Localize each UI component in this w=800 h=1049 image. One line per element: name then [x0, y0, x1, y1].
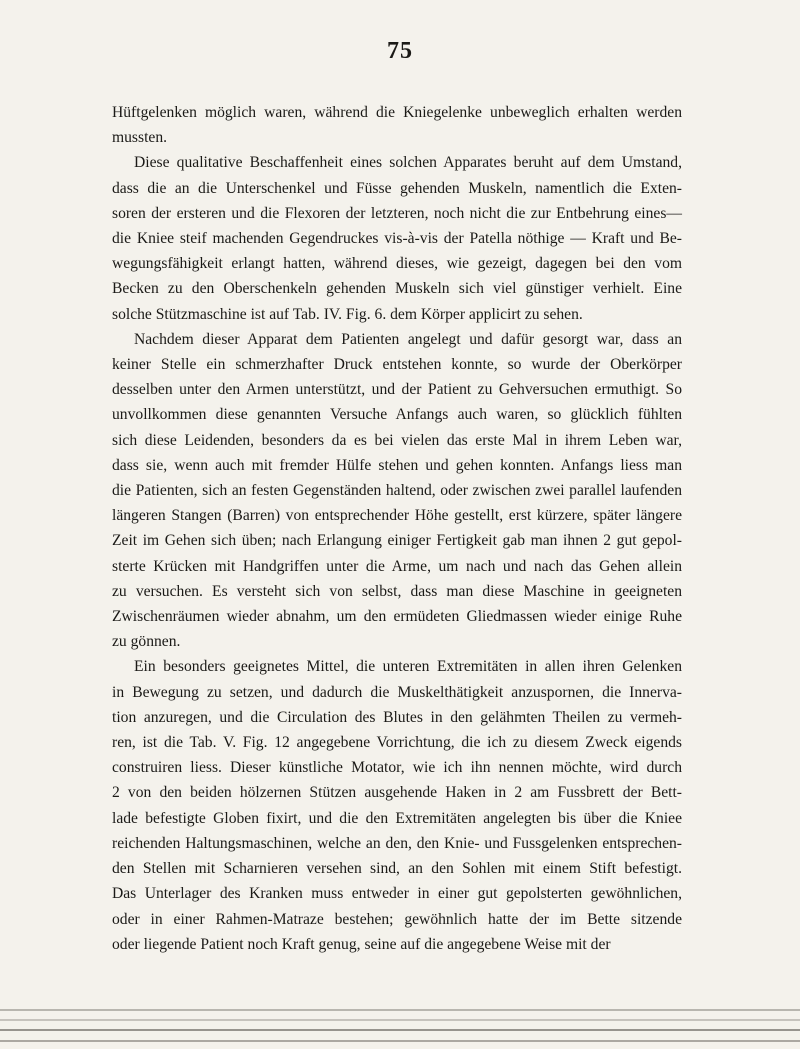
text-line: Becken zu den Oberschenkeln gehenden Muskeln sich viel günstiger verhielt. Eine — [112, 280, 682, 298]
text-line: ren, ist die Tab. V. Fig. 12 angegebene Vorrichtung, die ich zu diesem Zweck eigends — [112, 734, 682, 752]
text-line: reichenden Haltungsmaschinen, welche an den, den Knie- und Fussgelenken entsprechen- — [112, 834, 682, 852]
bottom-edge-rule — [0, 1019, 800, 1021]
text-line: zu gönnen. — [112, 633, 181, 651]
paragraph — [112, 100, 682, 150]
text-line: Diese qualitative Beschaffenheit eines solchen Apparates beruht auf dem Umstand, — [134, 154, 682, 172]
text-line: oder liegende Patient noch Kraft genug, seine auf die angegebene Weise mit der — [112, 935, 611, 953]
bottom-edge-rule — [0, 1029, 800, 1031]
text-line: den Stellen mit Scharnieren versehen sind, an den Sohlen mit einem Stift befestigt. — [112, 860, 682, 878]
text-line: unvollkommen diese genannten Versuche Anfangs auch waren, so glücklich fühlten — [112, 406, 682, 424]
text-line: sterte Krücken mit Handgriffen unter die Arme, um nach und nach das Gehen allein — [112, 557, 682, 575]
text-line: tion anzuregen, und die Circulation des Blutes in den gelähmten Theilen zu vermeh- — [112, 708, 682, 726]
text-line: in Bewegung zu setzen, und dadurch die Muskelthätigkeit anzuspornen, die Innerva- — [112, 683, 682, 701]
text-line: wegungsfähigkeit erlangt hatten, während dieses, wie gezeigt, dagegen bei den vom — [112, 255, 682, 273]
text-line: Nachdem dieser Apparat dem Patienten angelegt und dafür gesorgt war, dass an — [134, 330, 682, 348]
text-line: soren der ersteren und die Flexoren der letzteren, noch nicht die zur Entbehrung eines— — [112, 204, 682, 222]
paragraph — [112, 150, 682, 326]
text-line: dass die an die Unterschenkel und Füsse gehenden Muskeln, namentlich die Exten- — [112, 179, 682, 197]
body-text — [112, 100, 682, 957]
bottom-edge-rule — [0, 1009, 800, 1011]
text-line: desselben unter den Armen unterstützt, und der Patient zu Gehversuchen ermuthigt. So — [112, 381, 682, 399]
paragraph — [112, 654, 682, 956]
text-line: keiner Stelle ein schmerzhafter Druck entstehen konnte, so wurde der Oberkörper — [112, 356, 682, 374]
text-line: dass sie, wenn auch mit fremder Hülfe stehen und gehen konnten. Anfangs liess man — [112, 456, 682, 474]
text-line: die Kniee steif machenden Gegendruckes vis-à-vis der Patella nöthige — Kraft und Be- — [112, 230, 682, 248]
text-line: längeren Stangen (Barren) von entsprechender Höhe gestellt, erst kürzere, später längere — [112, 507, 682, 525]
text-line: 2 von den beiden hölzernen Stützen ausgehende Haken in 2 am Fussbrett der Bett- — [112, 784, 682, 802]
text-line: mussten. — [112, 129, 168, 147]
text-line: Hüftgelenken möglich waren, während die Kniegelenke unbeweglich erhalten werden — [112, 104, 682, 121]
page-number: 75 — [387, 38, 413, 64]
text-line: die Patienten, sich an festen Gegenständen haltend, oder zwischen zwei parallel laufenden — [112, 482, 682, 500]
bottom-edge-rule — [0, 1040, 800, 1042]
text-line: Ein besonders geeignetes Mittel, die unteren Extremitäten in allen ihren Gelenken — [134, 658, 682, 676]
text-line: zu versuchen. Es versteht sich von selbst, dass man diese Maschine in geeigneten — [112, 582, 682, 600]
text-line: sich diese Leidenden, besonders da es bei vielen das erste Mal in ihrem Leben war, — [112, 431, 682, 449]
text-line: Zeit im Gehen sich üben; nach Erlangung einiger Fertigkeit gab man ihnen 2 gut gepol- — [112, 532, 682, 550]
text-line: solche Stützmaschine ist auf Tab. IV. Fig. 6. dem Körper applicirt zu sehen. — [112, 305, 583, 323]
paragraph — [112, 327, 682, 655]
text-line: Das Unterlager des Kranken muss entweder in einer gut gepolsterten gewöhnlichen, — [112, 885, 682, 903]
text-line: Zwischenräumen wieder abnahm, um den ermüdeten Gliedmassen wieder einige Ruhe — [112, 608, 682, 626]
text-line: construiren liess. Dieser künstliche Motator, wie ich ihn nennen möchte, wird durch — [112, 759, 682, 777]
text-line: oder in einer Rahmen-Matraze bestehen; gewöhnlich hatte der im Bette sitzende — [112, 910, 682, 928]
text-line: lade befestigte Globen fixirt, und die den Extremitäten angelegten bis über die Kniee — [112, 809, 682, 827]
